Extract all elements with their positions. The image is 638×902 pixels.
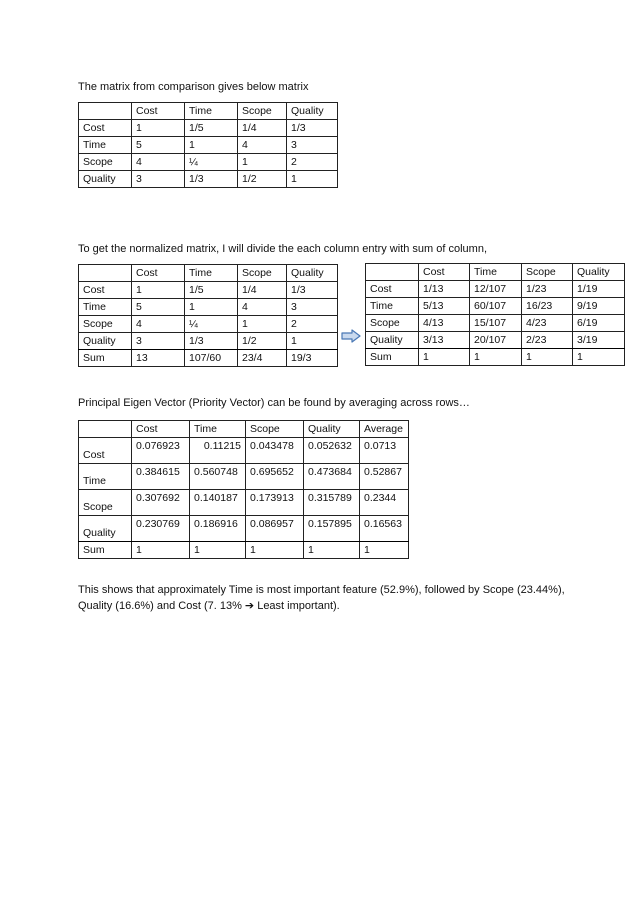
table-row <box>79 316 338 333</box>
table-cell: 0.052632 <box>304 438 360 464</box>
sum-table <box>78 264 338 367</box>
table-cell: 3/19 <box>573 332 625 349</box>
table-cell: 0.230769 <box>132 516 190 542</box>
table-cell: 1 <box>246 542 304 559</box>
table-row <box>366 281 625 298</box>
table-cell: 0.173913 <box>246 490 304 516</box>
table-cell: 1/3 <box>287 282 338 299</box>
row-label: Cost <box>79 282 132 299</box>
table-cell: 107/60 <box>185 350 238 367</box>
table-cell: 0.140187 <box>190 490 246 516</box>
table-cell: 0.315789 <box>304 490 360 516</box>
sum-row <box>79 350 338 367</box>
table-cell: 1/2 <box>238 333 287 350</box>
table-cell: 1/5 <box>185 120 238 137</box>
table-row <box>79 333 338 350</box>
row-label: Sum <box>79 542 132 559</box>
conclusion-line-2-suffix: Least important). <box>254 600 340 612</box>
table-cell: 5 <box>132 299 185 316</box>
header-cell: Quality <box>573 264 625 281</box>
arrow-icon: ➔ <box>244 599 255 612</box>
table-cell: 1/4 <box>238 120 287 137</box>
table-cell: 1 <box>287 171 338 188</box>
header-cell: Cost <box>132 265 185 282</box>
table-cell: 1/5 <box>185 282 238 299</box>
table-cell: 4 <box>132 316 185 333</box>
table-cell: 9/19 <box>573 298 625 315</box>
table-cell: 15/107 <box>470 315 522 332</box>
header-cell: Cost <box>132 421 190 438</box>
header-cell: Time <box>190 421 246 438</box>
table-cell: 6/19 <box>573 315 625 332</box>
table-row <box>79 282 338 299</box>
conclusion-line-2-prefix: Quality (16.6%) and Cost (7. 13% <box>78 600 242 612</box>
table-row <box>79 171 338 188</box>
intro-text: The matrix from comparison gives below matrix <box>78 81 309 93</box>
table-cell: 1 <box>132 542 190 559</box>
table-cell: 1 <box>522 349 573 366</box>
table-row <box>79 137 338 154</box>
row-label: Time <box>79 299 132 316</box>
table-cell: 0.157895 <box>304 516 360 542</box>
table-cell: 3/13 <box>419 332 470 349</box>
eigen-table <box>78 420 409 559</box>
table-cell: 0.086957 <box>246 516 304 542</box>
table-cell: 1/23 <box>522 281 573 298</box>
table-cell: 1/2 <box>238 171 287 188</box>
table-cell: 1 <box>287 333 338 350</box>
table-cell: 0.076923 <box>132 438 190 464</box>
table-row <box>79 516 409 542</box>
table-cell: 0.2344 <box>360 490 409 516</box>
table-cell: 0.16563 <box>360 516 409 542</box>
row-label: Cost <box>79 438 132 464</box>
table-cell: 0.186916 <box>190 516 246 542</box>
table-cell: 0.043478 <box>246 438 304 464</box>
header-cell: Average <box>360 421 409 438</box>
conclusion-line-2 <box>78 598 340 614</box>
row-label: Quality <box>79 516 132 542</box>
row-label: Scope <box>366 315 419 332</box>
header-cell: Scope <box>522 264 573 281</box>
table-cell: 1 <box>304 542 360 559</box>
table-cell: 1/13 <box>419 281 470 298</box>
sum-row <box>366 349 625 366</box>
row-label: Time <box>79 137 132 154</box>
table-cell: 3 <box>132 333 185 350</box>
header-cell: Scope <box>238 103 287 120</box>
table-cell: 20/107 <box>470 332 522 349</box>
table-cell: 1 <box>132 282 185 299</box>
row-label: Cost <box>79 120 132 137</box>
row-label: Time <box>366 298 419 315</box>
header-cell <box>79 265 132 282</box>
conclusion-line-1: This shows that approximately Time is most important feature (52.9%), followed by Scope (23.44%), <box>78 584 565 596</box>
header-cell: Cost <box>419 264 470 281</box>
table-row <box>79 154 338 171</box>
row-label: Sum <box>79 350 132 367</box>
row-label: Scope <box>79 154 132 171</box>
table-cell: 1/4 <box>238 282 287 299</box>
header-cell: Time <box>185 265 238 282</box>
row-label: Cost <box>366 281 419 298</box>
table-cell: 1/3 <box>185 171 238 188</box>
table-cell: 1 <box>185 137 238 154</box>
table-cell: 2 <box>287 154 338 171</box>
table-cell: 4/23 <box>522 315 573 332</box>
comparison-table <box>78 102 338 188</box>
table-cell: 0.473684 <box>304 464 360 490</box>
row-label: Quality <box>366 332 419 349</box>
row-label: Scope <box>79 490 132 516</box>
header-cell: Scope <box>246 421 304 438</box>
table-row <box>366 298 625 315</box>
table-cell: 0.307692 <box>132 490 190 516</box>
table-cell: 1 <box>573 349 625 366</box>
table-cell: 4 <box>238 137 287 154</box>
header-cell: Time <box>470 264 522 281</box>
table-cell: 5/13 <box>419 298 470 315</box>
table-row <box>79 464 409 490</box>
normalized-table <box>365 263 625 366</box>
table-cell: 2/23 <box>522 332 573 349</box>
table-cell: 12/107 <box>470 281 522 298</box>
header-cell: Quality <box>287 265 338 282</box>
table-header-row <box>79 103 338 120</box>
header-cell: Cost <box>132 103 185 120</box>
table-cell: 60/107 <box>470 298 522 315</box>
table-cell: 3 <box>287 137 338 154</box>
table-row <box>79 120 338 137</box>
header-cell: Scope <box>238 265 287 282</box>
table-cell: 0.560748 <box>190 464 246 490</box>
table-cell: 1 <box>190 542 246 559</box>
table-cell: 0.695652 <box>246 464 304 490</box>
table-cell: 2 <box>287 316 338 333</box>
table-cell: 1 <box>419 349 470 366</box>
table-cell: 1/3 <box>185 333 238 350</box>
table-header-row <box>366 264 625 281</box>
sum-row <box>79 542 409 559</box>
table-cell: 1 <box>360 542 409 559</box>
table-cell: ¼ <box>185 316 238 333</box>
table-row <box>79 438 409 464</box>
table-cell: 0.0713 <box>360 438 409 464</box>
table-row <box>79 490 409 516</box>
table-cell: 0.384615 <box>132 464 190 490</box>
table-header-row <box>79 265 338 282</box>
table-cell: ¼ <box>185 154 238 171</box>
table-cell: 13 <box>132 350 185 367</box>
right-arrow-icon <box>341 329 361 343</box>
header-cell: Time <box>185 103 238 120</box>
table-row <box>79 299 338 316</box>
header-cell <box>79 103 132 120</box>
table-header-row <box>79 421 409 438</box>
table-cell: 16/23 <box>522 298 573 315</box>
table-cell: 3 <box>287 299 338 316</box>
table-cell: 1 <box>238 316 287 333</box>
header-cell <box>79 421 132 438</box>
row-label: Quality <box>79 171 132 188</box>
table-cell: 4 <box>132 154 185 171</box>
table-cell: 1 <box>238 154 287 171</box>
table-cell: 4/13 <box>419 315 470 332</box>
table-cell: 1 <box>132 120 185 137</box>
table-cell: 1/19 <box>573 281 625 298</box>
table-cell: 1 <box>185 299 238 316</box>
row-label: Quality <box>79 333 132 350</box>
table-cell: 1/3 <box>287 120 338 137</box>
table-cell: 0.11215 <box>190 438 246 464</box>
table-cell: 19/3 <box>287 350 338 367</box>
table-cell: 4 <box>238 299 287 316</box>
row-label: Scope <box>79 316 132 333</box>
table-row <box>366 315 625 332</box>
table-cell: 0.52867 <box>360 464 409 490</box>
header-cell <box>366 264 419 281</box>
normalize-text: To get the normalized matrix, I will divide the each column entry with sum of column, <box>78 243 488 255</box>
header-cell: Quality <box>304 421 360 438</box>
row-label: Sum <box>366 349 419 366</box>
table-cell: 5 <box>132 137 185 154</box>
table-cell: 23/4 <box>238 350 287 367</box>
table-cell: 1 <box>470 349 522 366</box>
table-row <box>366 332 625 349</box>
header-cell: Quality <box>287 103 338 120</box>
row-label: Time <box>79 464 132 490</box>
eigen-text: Principal Eigen Vector (Priority Vector) can be found by averaging across rows… <box>78 397 470 409</box>
table-cell: 3 <box>132 171 185 188</box>
